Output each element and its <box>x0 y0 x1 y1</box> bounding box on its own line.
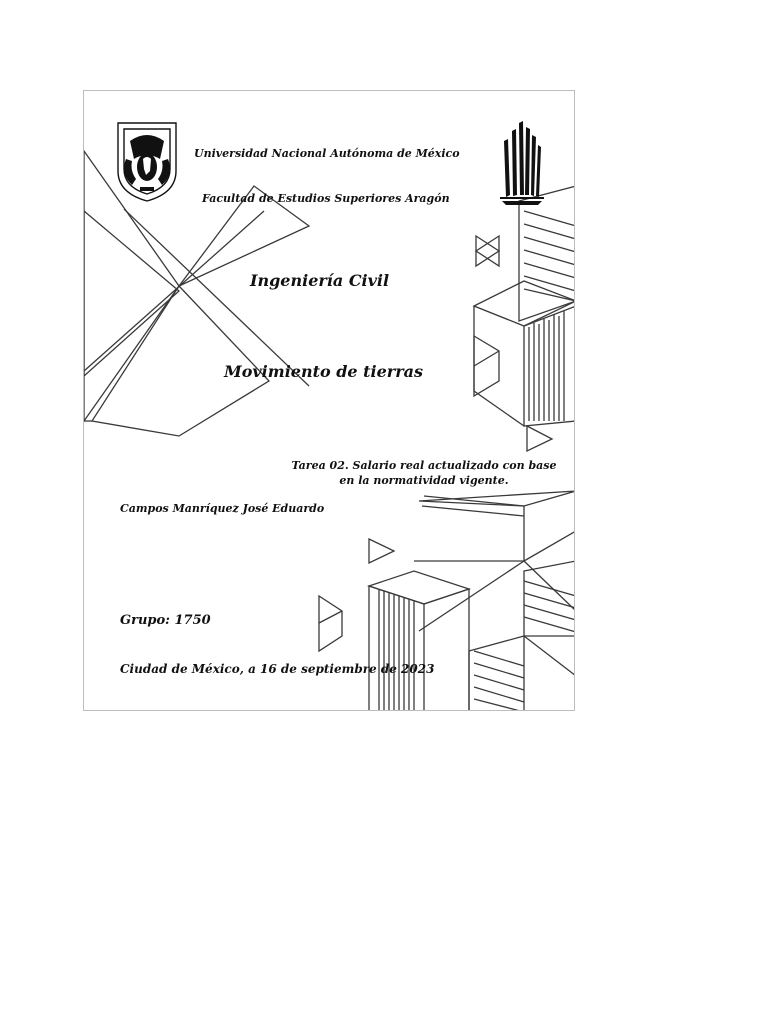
university-name: Universidad Nacional Autónoma de México <box>194 147 460 160</box>
task-title: Tarea 02. Salario real actualizado con base en la normatividad vigente. <box>291 459 557 487</box>
unam-crest-icon <box>110 119 184 203</box>
subject-title: Movimiento de tierras <box>224 362 424 381</box>
cover-page <box>83 90 575 711</box>
fes-aragon-tower-icon <box>494 119 550 205</box>
author-name: Campos Manríquez José Eduardo <box>120 502 325 515</box>
career-title: Ingeniería Civil <box>250 271 390 290</box>
group-label: Grupo: 1750 <box>120 613 211 628</box>
date-line: Ciudad de México, a 16 de septiembre de 2023 <box>120 662 435 676</box>
faculty-name: Facultad de Estudios Superiores Aragón <box>202 192 450 205</box>
